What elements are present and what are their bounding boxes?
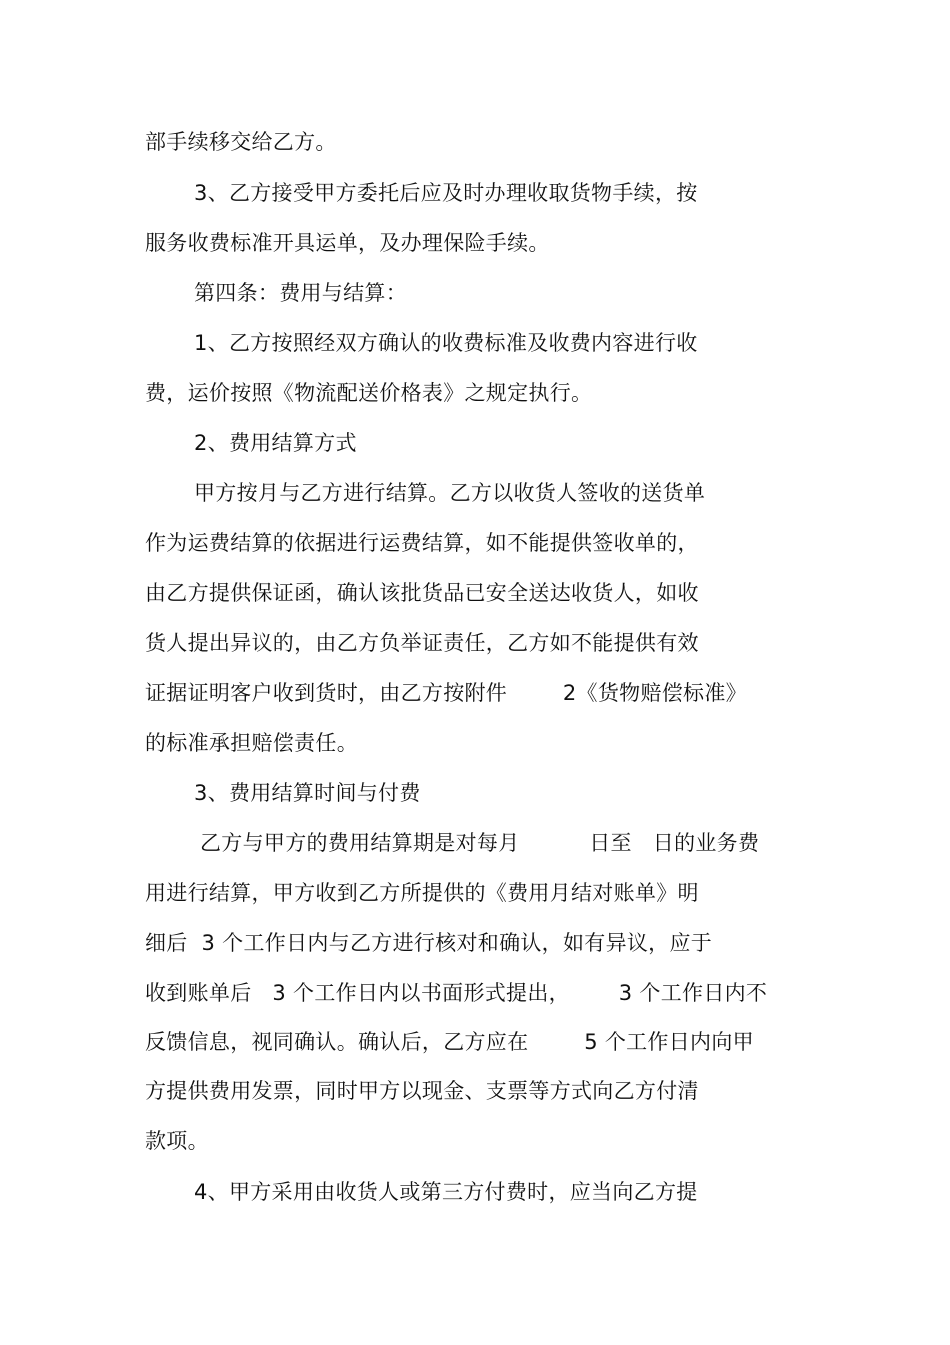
text-line: 作为运费结算的依据进行运费结算，如不能提供签收单的， (145, 531, 699, 555)
text-line: 款项。 (145, 1129, 209, 1153)
text-line: 货人提出异议的，由乙方负举证责任，乙方如不能提供有效 (145, 631, 699, 655)
text-line: 1、乙方按照经双方确认的收费标准及收费内容进行收 (194, 331, 698, 355)
text-line: 部手续移交给乙方。 (145, 130, 337, 154)
text-line: 方提供费用发票，同时甲方以现金、支票等方式向乙方付清 (145, 1079, 699, 1103)
section-heading: 第四条：费用与结算： (194, 281, 407, 305)
text-line: 费，运价按照《物流配送价格表》之规定执行。 (145, 381, 593, 405)
text-line: 服务收费标准开具运单，及办理保险手续。 (145, 231, 550, 255)
text-line: 细后 3 个工作日内与乙方进行核对和确认，如有异议，应于 (145, 931, 713, 955)
text-line: 证据证明客户收到货时，由乙方按附件 2《货物赔偿标准》 (145, 681, 747, 705)
text-line: 3、费用结算时间与付费 (194, 781, 421, 805)
text-line: 甲方按月与乙方进行结算。乙方以收货人签收的送货单 (194, 481, 706, 505)
text-line: 反馈信息，视同确认。确认后，乙方应在 5 个工作日内向甲 (145, 1030, 754, 1054)
text-line: 的标准承担赔偿责任。 (145, 731, 358, 755)
text-line: 乙方与甲方的费用结算期是对每月 日至 日的业务费 (200, 831, 760, 855)
text-line: 4、甲方采用由收货人或第三方付费时，应当向乙方提 (194, 1180, 698, 1204)
text-line: 2、费用结算方式 (194, 431, 357, 455)
text-line: 由乙方提供保证函，确认该批货品已安全送达收货人，如收 (145, 581, 699, 605)
text-line: 用进行结算，甲方收到乙方所提供的《费用月结对账单》明 (145, 881, 699, 905)
text-line: 收到账单后 3 个工作日内以书面形式提出， 3 个工作日内不 (145, 981, 768, 1005)
text-line: 3、乙方接受甲方委托后应及时办理收取货物手续，按 (194, 181, 698, 205)
